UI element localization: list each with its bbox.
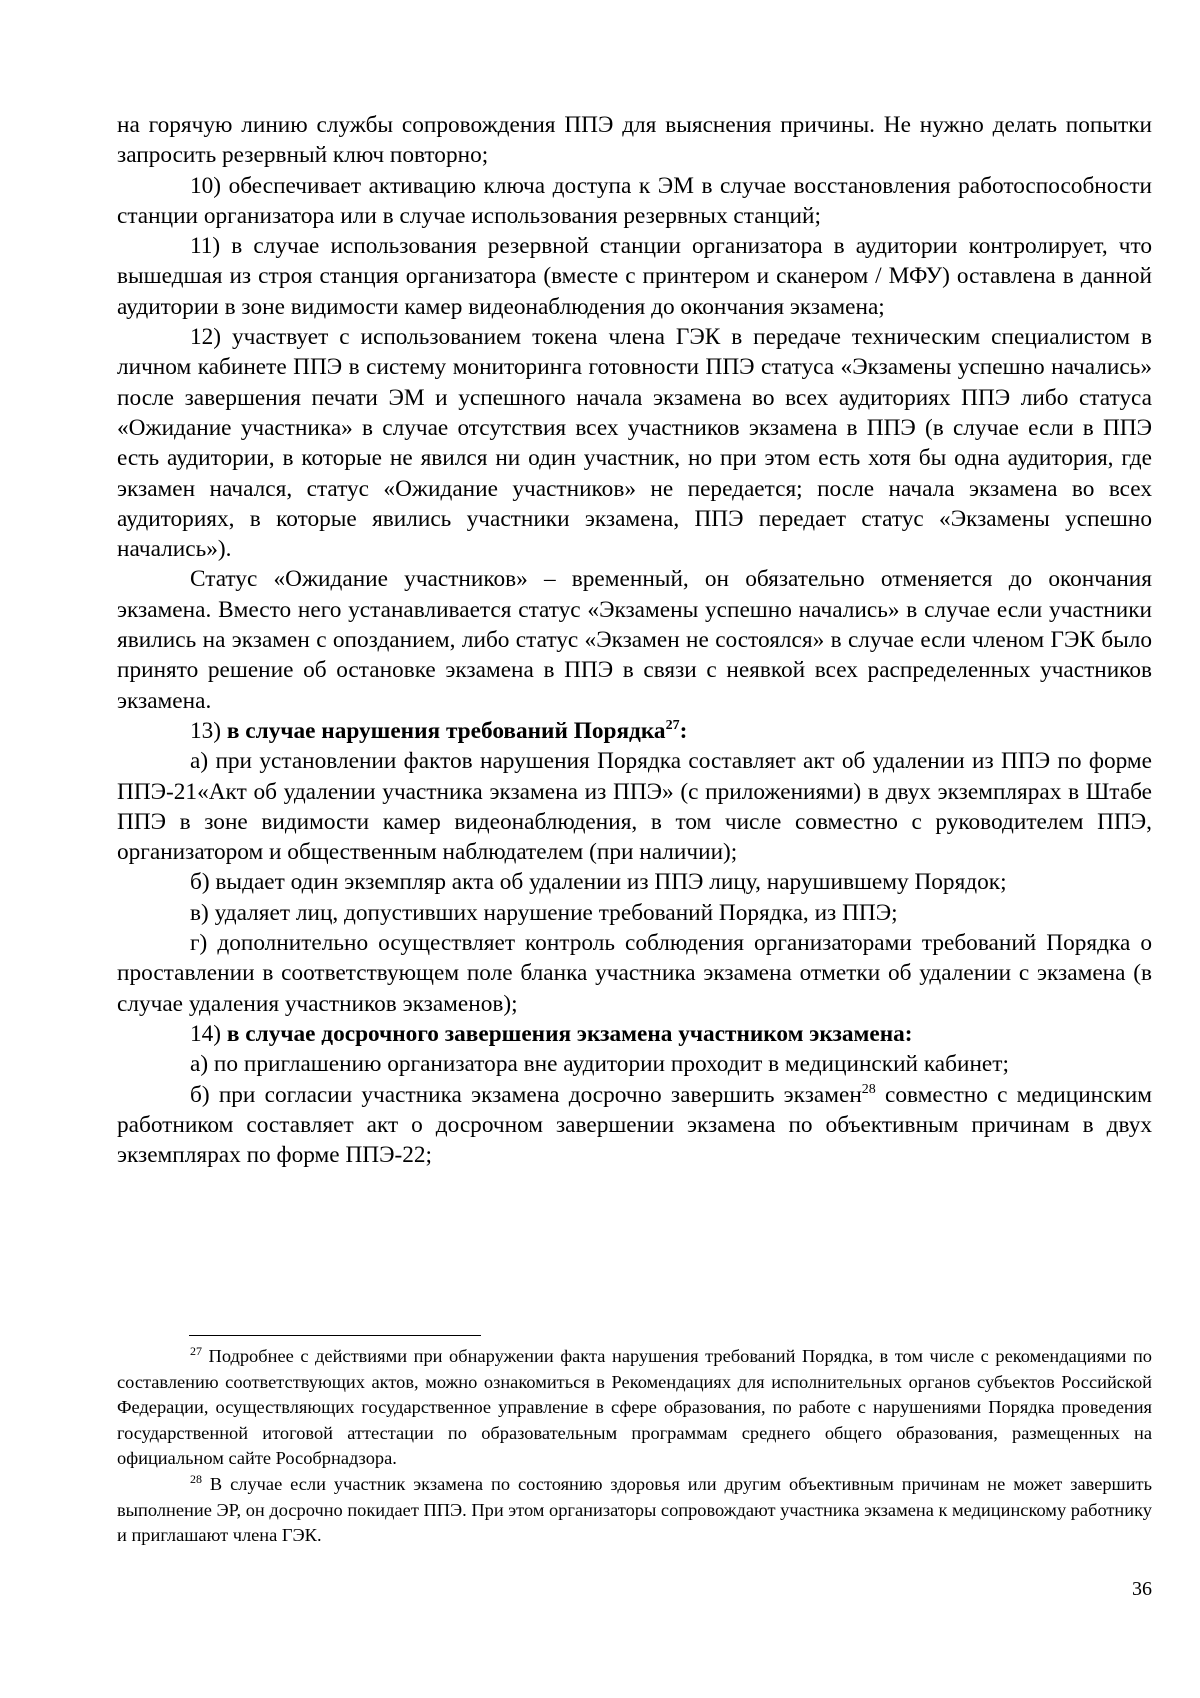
sub-item-13g: г) дополнительно осуществляет контроль соблюдения организаторами требований Порядка о проставлении в соответствующем поле бланка участника экзамена отметки об удалении с экзамена (в случае удаления участников экзаменов); [117,930,1152,1017]
list-item-10: 10) обеспечивает активацию ключа доступа к ЭМ в случае восстановления работоспособности станции организатора или в случае использования резервных станций; [117,172,1152,229]
list-item-13-title [227,718,687,744]
footnote-28-text: В случае если участник экзамена по состоянию здоровья или другим объективным причинам не может завершить выполнение ЭР, он досрочно покидает ППЭ. При этом организаторы сопровождают участника экзамена к медицинскому работнику и приглашают члена ГЭК. [117,1473,1152,1546]
footnotes [117,1344,1152,1549]
footnote-28 [117,1472,1152,1549]
sub-item-13v: в) удаляет лиц, допустивших нарушение требований Порядка, из ППЭ; [190,899,898,926]
sub-item-14a: а) по приглашению организатора вне аудитории проходит в медицинский кабинет; [190,1051,1009,1078]
sub-item-14b-end: совместно с медицинским работником составляет акт о досрочном завершении экзамена по объективным причинам в двух экземплярах по форме ППЭ-22; [117,1081,1153,1169]
list-item-13-number: 13) [190,717,227,744]
list-item-12: 12) участвует с использованием токена члена ГЭК в передаче техническим специалистом в личном кабинете ППЭ в систему мониторинга готовности ППЭ статуса «Экзамены успешно начались» после завершения печати ЭМ и успешного начала экзамена во всех аудиториях ППЭ либо статуса «Ожидание участника» в случае отсутствия всех участников экзамена в ППЭ (в случае если в ППЭ есть аудитории, в которые не явился ни один участник, но при этом есть хотя бы одна аудитория, где экзамен начался, статус «Ожидание участников» не передается; после начала экзамена во всех аудиториях, в которые явились участники экзамена, ППЭ передает статус «Экзамены успешно начались»). [117,324,1152,563]
list-item-14-heading [117,1019,1152,1049]
sub-item-13b: б) выдает один экземпляр акта об удалении из ППЭ лицу, нарушившему Порядок; [190,869,1007,896]
paragraph-continuation: на горячую линию службы сопровождения ППЭ для выяснения причины. Не нужно делать попытки запросить резервный ключ повторно; [117,112,1152,169]
sub-item-13a: а) при установлении фактов нарушения Порядка составляет акт об удалении из ППЭ по форме ППЭ-21«Акт об удалении участника экзамена из ППЭ» (с приложениями) в двух экземплярах в Штабе ППЭ в зоне видимости камер видеонаблюдения, в том числе совместно с руководителем ППЭ, организатором и общественным наблюдателем (при наличии); [117,748,1152,866]
page-number: 36 [1132,1578,1152,1600]
list-item-13-colon: : [679,717,688,744]
footnote-separator [189,1335,481,1336]
footnote-mark-28: 28 [190,1471,202,1486]
list-item-14-title: в случае досрочного завершения экзамена участником экзамена: [226,1020,913,1047]
list-item-14-number: 14) [190,1020,227,1047]
sub-item-14b [117,1080,1152,1171]
status-note-paragraph: Статус «Ожидание участников» – временный, он обязательно отменяется до окончания экзамена. Вместо него устанавливается статус «Экзамены успешно начались» в случае если участники явились на экзамен с опозданием, либо статус «Экзамен не состоялся» в случае если членом ГЭК было принято решение об остановке экзамена в ППЭ в связи с неявкой всех распределенных участников экзамена. [117,566,1152,714]
footnote-ref-28: 28 [861,1081,876,1097]
list-item-13-heading [117,716,1152,746]
footnote-27 [117,1344,1152,1472]
main-text [117,110,1152,1170]
sub-item-14b-start: б) при согласии участника экзамена досрочно завершить экзамен [190,1081,862,1108]
footnote-27-text: Подробнее с действиями при обнаружении факта нарушения требований Порядка, в том числе с рекомендациями по составлению соответствующих актов, можно ознакомиться в Рекомендациях для исполнительных органов субъектов Российской Федерации, осуществляющих государственное управление в сфере образования, по работе с нарушениями Порядка проведения государственной итоговой аттестации по образовательным программам среднего общего образования, размещенных на официальном сайте Рособрнадзора. [117,1346,1152,1469]
list-item-13-title-text: в случае нарушения требований Порядка [226,717,666,744]
list-item-11: 11) в случае использования резервной станции организатора в аудитории контролирует, что вышедшая из строя станция организатора (вместе с принтером и сканером / МФУ) оставлена в данной аудитории в зоне видимости камер видеонаблюдения до окончания экзамена; [117,233,1152,320]
footnote-mark-27: 27 [190,1343,202,1358]
footnote-ref-27: 27 [665,718,680,734]
